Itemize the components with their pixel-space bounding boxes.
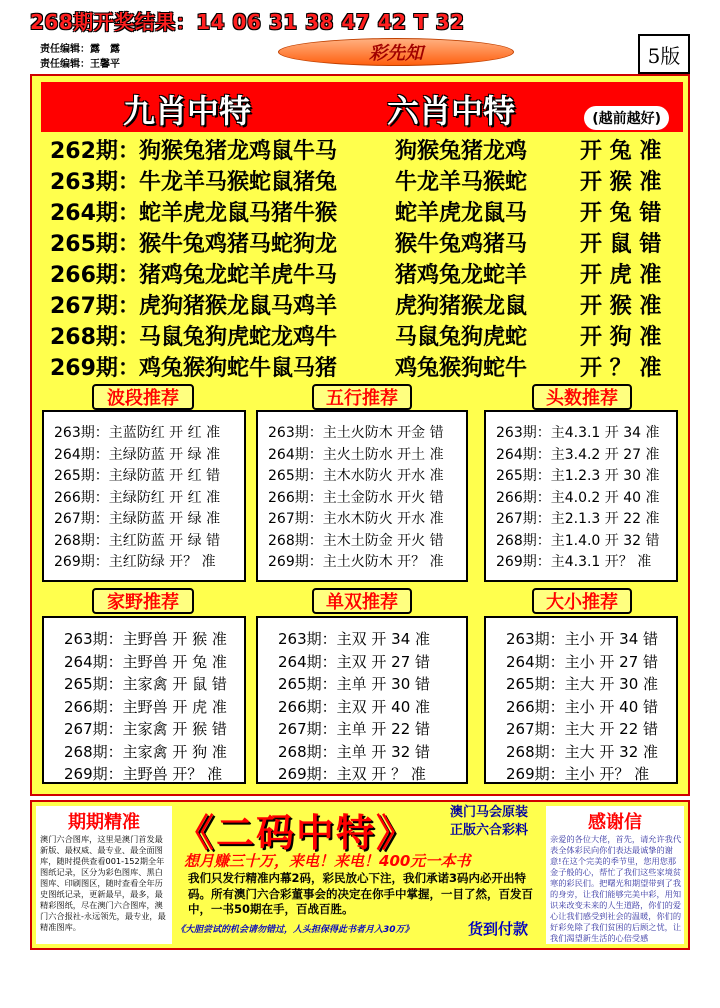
section-line: 265期：主绿防蓝 开 红 错 — [54, 468, 221, 484]
period-label: 263期： — [50, 170, 140, 195]
six-zodiac: 猴牛兔鸡猪马 — [395, 232, 528, 257]
section-line: 263期：主蓝防红 开 红 准 — [54, 425, 221, 441]
banner — [41, 82, 683, 132]
section-line: 263期：主双 开 34 准 — [278, 630, 431, 648]
logo-oval: 彩先知 — [278, 38, 514, 66]
result: 开 鼠 错 — [580, 232, 662, 257]
section-line: 263期：主4.3.1 开 34 准 — [496, 425, 660, 441]
section-title: 大小推荐 — [532, 588, 632, 614]
banner-subtitle: (越前越好) — [584, 106, 669, 130]
section-line: 269期：主4.3.1 开？ 准 — [496, 554, 652, 570]
section-box — [42, 616, 246, 784]
result: 开 ？ 准 — [580, 356, 662, 381]
banner-nine-title: 九肖中特 — [123, 92, 252, 130]
section-title: 头数推荐 — [532, 384, 632, 410]
ad-line-1: 澳门马会原装 — [450, 805, 529, 820]
section-line: 264期：主双 开 27 错 — [278, 652, 431, 671]
period-label: 266期： — [50, 263, 140, 288]
nine-zodiac: 牛龙羊马猴蛇鼠猪兔 — [139, 170, 338, 195]
section-line: 269期：主红防绿 开？ 准 — [54, 554, 216, 570]
edition-badge: 5版 — [638, 34, 690, 74]
section-line: 267期：主水木防火 开水 准 — [268, 511, 444, 527]
period-label: 267期： — [50, 294, 140, 319]
section-line: 267期：主家禽 开 猴 错 — [64, 720, 227, 738]
section-line: 266期：主绿防红 开 红 准 — [54, 489, 221, 506]
section-line: 266期：主野兽 开 虎 准 — [64, 697, 227, 716]
left-ad-title: 期期精准 — [68, 812, 140, 833]
period-label: 268期： — [50, 325, 140, 350]
editor-line-1: 责任编辑：露 露 — [40, 44, 120, 55]
right-letter-text: 亲爱的各位大佬，首先，请允许我代表全体彩民向你们表达最诚挚的谢意!在这个完美的季节里，您用您那金子般的心，帮忙了我们这些家境贫寒的彩民们。把曙光和期望带到了我的身旁，让我们能够完美中彩，用知识来改变未来的人生道路，你们的爱心让我们感受到社会的温暖，你们的好彩免除了我们贫困的后顾之忧，让我们渴望新生活的心倍受感 — [550, 834, 682, 943]
section-line: 267期：主单 开 22 错 — [278, 720, 431, 738]
section-line: 264期：主小 开 27 错 — [506, 652, 659, 671]
section-line: 265期：主单 开 30 错 — [278, 675, 431, 693]
section-line: 269期：主双 开 ？ 准 — [278, 765, 426, 783]
section-line: 268期：主大 开 32 准 — [506, 742, 659, 761]
section-title: 家野推荐 — [92, 588, 194, 614]
banner-six-title: 六肖中特 — [387, 92, 516, 130]
section-line: 269期：主小 开？ 准 — [506, 765, 650, 783]
section-line: 263期：主土火防木 开金 错 — [268, 425, 444, 441]
result: 开 虎 准 — [580, 263, 662, 288]
section-line: 264期：主火土防水 开土 准 — [268, 446, 444, 463]
section-box — [42, 410, 246, 582]
left-ad-text: 澳门六合图库，这里是澳门首发最新版、最权威、最专业、最全面图库，随时提供查看001-152期全年图纸记录，区分为彩色图库、黑白图库、印刷图区，随时查看全年历史图纸记录，更新最早，最多，最精彩图纸，尽在澳门六合图库，澳门六合报社-永远领先，最专业，最精准图库。 — [40, 834, 166, 932]
period-label: 265期： — [50, 232, 140, 257]
section-line: 269期：主野兽 开？ 准 — [64, 765, 223, 783]
section-line: 267期：主2.1.3 开 22 准 — [496, 511, 660, 527]
section-line: 265期：主家禽 开 鼠 错 — [64, 675, 227, 693]
section-title: 单双推荐 — [312, 588, 412, 614]
six-zodiac: 蛇羊虎龙鼠马 — [395, 201, 528, 226]
section-title: 波段推荐 — [92, 384, 194, 410]
nine-zodiac: 马鼠兔狗虎蛇龙鸡牛 — [139, 325, 338, 350]
section-line: 268期：主红防蓝 开 绿 错 — [54, 532, 221, 549]
nine-zodiac: 猪鸡兔龙蛇羊虎牛马 — [139, 263, 338, 288]
section-line: 265期：主木水防火 开水 准 — [268, 468, 444, 484]
six-zodiac: 虎狗猪猴龙鼠 — [395, 294, 528, 319]
nine-zodiac: 鸡兔猴狗蛇牛鼠马猪 — [139, 356, 338, 381]
six-zodiac: 鸡兔猴狗蛇牛 — [395, 356, 528, 381]
period-label: 264期： — [50, 201, 140, 226]
nine-zodiac: 狗猴兔猪龙鸡鼠牛马 — [139, 139, 338, 164]
period-label: 262期： — [50, 139, 140, 164]
section-line: 266期：主小 开 40 错 — [506, 697, 659, 716]
nine-zodiac: 虎狗猪猴龙鼠马鸡羊 — [139, 294, 338, 319]
section-line: 263期：主小 开 34 错 — [506, 630, 659, 648]
section-box — [256, 410, 468, 582]
nine-zodiac: 猴牛兔鸡猪马蛇狗龙 — [139, 232, 338, 257]
cod-label: 货到付款 — [468, 920, 529, 938]
section-line: 263期：主野兽 开 猴 准 — [64, 630, 227, 648]
section-box — [484, 616, 678, 784]
section-line: 268期：主1.4.0 开 32 错 — [496, 532, 660, 549]
six-zodiac: 牛龙羊马猴蛇 — [395, 170, 528, 195]
section-line: 265期：主大 开 30 准 — [506, 675, 659, 693]
section-line: 264期：主3.4.2 开 27 准 — [496, 446, 660, 463]
section-title: 五行推荐 — [312, 384, 412, 410]
section-line: 265期：主1.2.3 开 30 准 — [496, 468, 660, 484]
section-line: 266期：主土金防水 开火 错 — [268, 489, 444, 506]
ad-paragraph: 我们只发行精准内幕2码，彩民放心下注，我们承诺3码内必开出特码。所有澳门六合彩董事会的决定在你手中掌握，一目了然，百发百中，一书50期在手，百战百胜。 — [188, 871, 533, 916]
section-line: 268期：主木土防金 开火 错 — [268, 532, 444, 549]
editor-line-2: 责任编辑：王馨平 — [40, 59, 120, 70]
footnote: 《大胆尝试的机会请勿错过，人头担保得此书者月入30万》 — [176, 925, 414, 935]
section-line: 264期：主野兽 开 兔 准 — [64, 652, 227, 671]
section-box — [256, 616, 468, 784]
draw-result-title: 268期开奖结果：14 06 31 38 47 42 T 32 — [30, 10, 465, 34]
period-label: 269期： — [50, 356, 140, 381]
section-line: 269期：主土火防木 开？ 准 — [268, 554, 444, 570]
headline: 《二码中特》 — [176, 810, 417, 855]
section-line: 264期：主绿防蓝 开 绿 准 — [54, 446, 221, 463]
slogan: 想月赚三十万，来电！来电！400元一本书 — [184, 852, 471, 870]
section-line: 267期：主绿防蓝 开 绿 准 — [54, 511, 221, 527]
section-box — [484, 410, 678, 582]
six-zodiac: 猪鸡兔龙蛇羊 — [395, 263, 528, 288]
result: 开 狗 准 — [580, 325, 662, 350]
section-line: 266期：主4.0.2 开 40 准 — [496, 489, 660, 506]
section-line: 266期：主双 开 40 准 — [278, 697, 431, 716]
result: 开 猴 准 — [580, 294, 662, 319]
section-line: 268期：主单 开 32 错 — [278, 742, 431, 761]
result: 开 兔 错 — [580, 201, 662, 226]
result: 开 兔 准 — [580, 139, 662, 164]
six-zodiac: 马鼠兔狗虎蛇 — [395, 325, 528, 350]
section-line: 267期：主大 开 22 错 — [506, 720, 659, 738]
ad-line-2: 正版六合彩料 — [450, 823, 529, 838]
nine-zodiac: 蛇羊虎龙鼠马猪牛猴 — [139, 201, 338, 226]
ad-lines — [450, 804, 528, 840]
section-line: 268期：主家禽 开 狗 准 — [64, 742, 227, 761]
six-zodiac: 狗猴兔猪龙鸡 — [395, 139, 528, 164]
right-letter-title: 感谢信 — [588, 812, 642, 833]
result: 开 猴 准 — [580, 170, 662, 195]
